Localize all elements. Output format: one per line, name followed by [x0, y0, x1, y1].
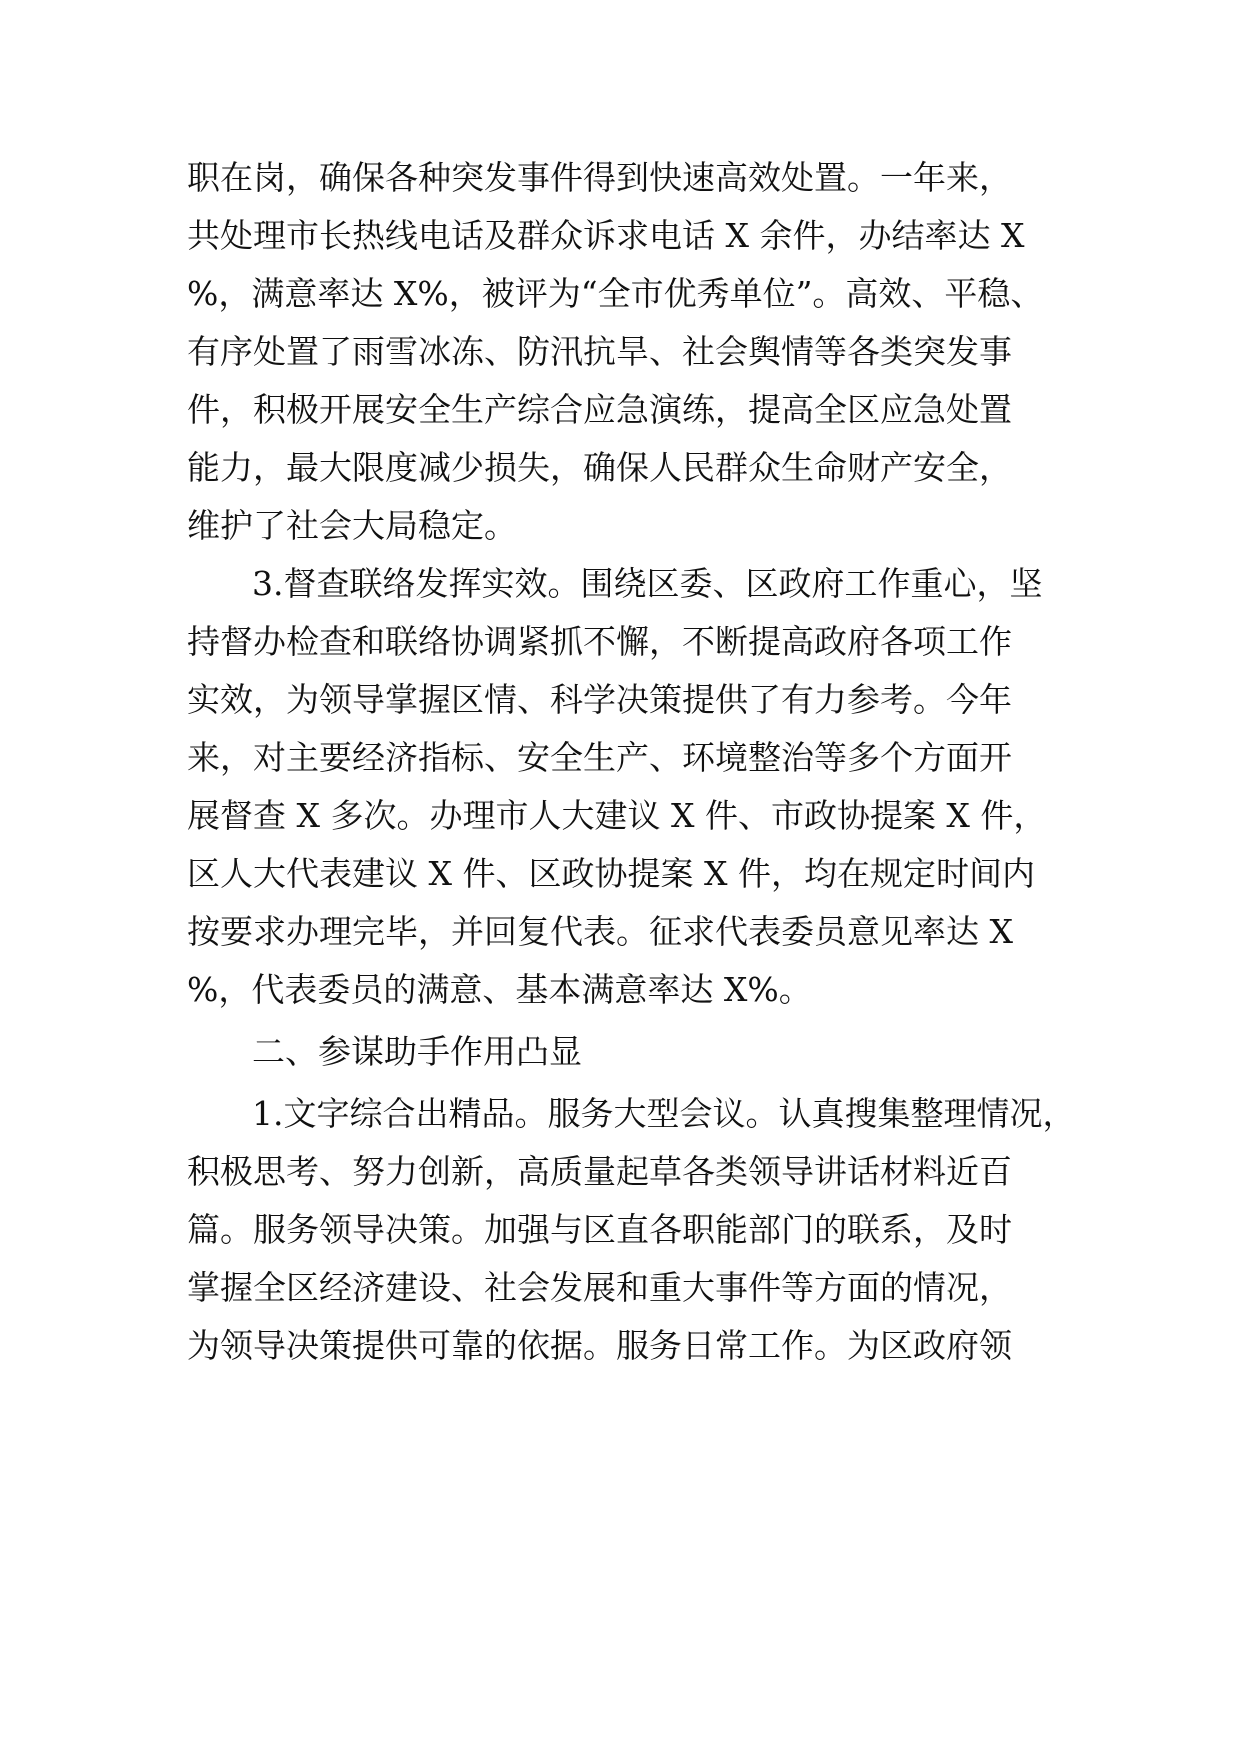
text-line: 有序处置了雨雪冰冻、防汛抗旱、社会舆情等各类突发事	[187, 332, 1012, 371]
text-line: 实效，为领导掌握区情、科学决策提供了有力参考。今年	[187, 680, 1012, 719]
section-heading-3: 3.督查联络发挥实效。围绕区委、区政府工作重心，坚	[252, 564, 1043, 603]
text-line: 区人大代表建议 X 件、区政协提案 X 件，均在规定时间内	[187, 854, 1035, 893]
text-line: 为领导决策提供可靠的依据。服务日常工作。为区政府领	[187, 1326, 1012, 1365]
text-line: 能力，最大限度减少损失，确保人民群众生命财产安全，	[187, 448, 1012, 487]
text-line: 积极思考、努力创新，高质量起草各类领导讲话材料近百	[187, 1152, 1012, 1191]
section-heading-1: 1.文字综合出精品。服务大型会议。认真搜集整理情况，	[252, 1094, 1076, 1133]
text-line: 掌握全区经济建设、社会发展和重大事件等方面的情况，	[187, 1268, 1012, 1307]
section-title: 二、参谋助手作用凸显	[252, 1032, 582, 1071]
text-line: %，代表委员的满意、基本满意率达 X%。	[187, 970, 812, 1009]
text-line: 来，对主要经济指标、安全生产、环境整治等多个方面开	[187, 738, 1012, 777]
text-line: 维护了社会大局稳定。	[187, 506, 517, 545]
text-line: 职在岗，确保各种突发事件得到快速高效处置。一年来，	[187, 158, 1012, 197]
text-line: 展督查 X 多次。办理市人大建议 X 件、市政协提案 X 件，	[187, 796, 1047, 835]
text-line: %，满意率达 X%，被评为“全市优秀单位”。高效、平稳、	[187, 274, 1044, 313]
text-line: 件，积极开展安全生产综合应急演练，提高全区应急处置	[187, 390, 1012, 429]
text-line: 按要求办理完毕，并回复代表。征求代表委员意见率达 X	[187, 912, 1013, 951]
text-line: 共处理市长热线电话及群众诉求电话 X 余件，办结率达 X	[187, 216, 1025, 255]
text-line: 篇。服务领导决策。加强与区直各职能部门的联系，及时	[187, 1210, 1012, 1249]
text-line: 持督办检查和联络协调紧抓不懈，不断提高政府各项工作	[187, 622, 1012, 661]
